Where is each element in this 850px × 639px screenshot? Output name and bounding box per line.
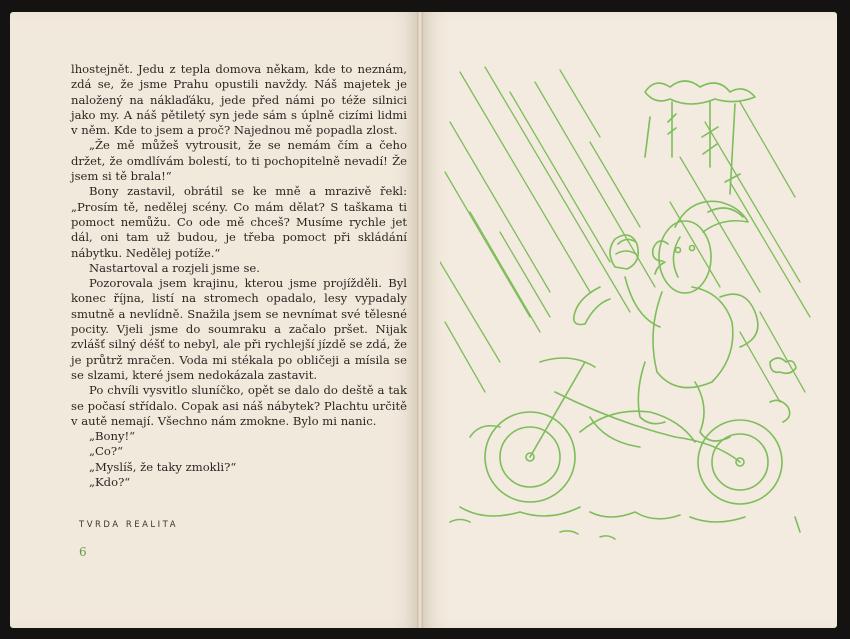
paragraph: lhostejnět. Jedu z tepla domova někam, kde to neznám, zdá se, že jsme Prahu opustili navždy. Náš majetek je naložený na náklaďáku, jede před námi po téže silnici jako my. A náš pětiletý syn jede sám s úplně cizími lidmi v něm. Kde to jsem a proč? Najednou mě popadla zlost.: [71, 62, 407, 138]
road-splash: [450, 358, 800, 539]
paragraph: „Že mě můžeš vytrousit, že se nemám čím a čeho držet, že omdlívám bolestí, to ti pochopitelně nevadí! Že jsem si tě brala!“: [71, 138, 407, 184]
dialogue-line: „Myslíš, že taky zmokli?“: [89, 459, 237, 474]
book-gutter: [417, 12, 423, 628]
paragraph: Pozorovala jsem krajinu, kterou jsme projížděli. Byl konec října, listí na stromech opadalo, lesy vypadaly smutně a nevlídně. Snažila jsem se nevnímat své tělesné pocity. Vjeli jsme do soumraku a začalo pršet. Nijak zvlášť silný déšť to nebyl, ale při rychlejší jízdě se zdá, že je průtrž mračen. Voda mi stékala po obličeji a mísila se se slzami, které jsem nedokázala zastavit.: [71, 276, 407, 382]
page-number: 6: [79, 545, 87, 559]
motorcycle: [470, 358, 790, 504]
paragraph: Nastartoval a rozjeli jsme se.: [89, 260, 260, 275]
rider-in-rain-illustration: [440, 62, 820, 562]
dialogue-line: „Co?“: [89, 444, 124, 459]
page-body-text: [71, 62, 407, 490]
paragraph: Bony zastavil, obrátil se ke mně a mrazivě řekl: „Prosím tě, nedělej scény. Co mám dělat? S taškama ti pomoct nemůžu. Co ode mě chceš? Musíme rychle jet dál, oni tam už budou, je třeba pomoct při skládání nábytku. Nedělej potíže.“: [71, 184, 407, 260]
dialogue-line: „Kdo?“: [89, 475, 131, 490]
tree-silhouettes: [645, 81, 755, 194]
dialogue-line: „Bony!“: [89, 429, 136, 444]
paragraph: Po chvíli vysvitlo sluníčko, opět se dalo do deště a tak se počasí střídalo. Copak asi náš nábytek? Plachtu určitě v autě nemají. Všechno nám zmokne. Bylo mi nanic.: [71, 383, 407, 428]
rider-figure: [574, 201, 758, 441]
running-head: TVRDA REALITA: [79, 520, 179, 530]
